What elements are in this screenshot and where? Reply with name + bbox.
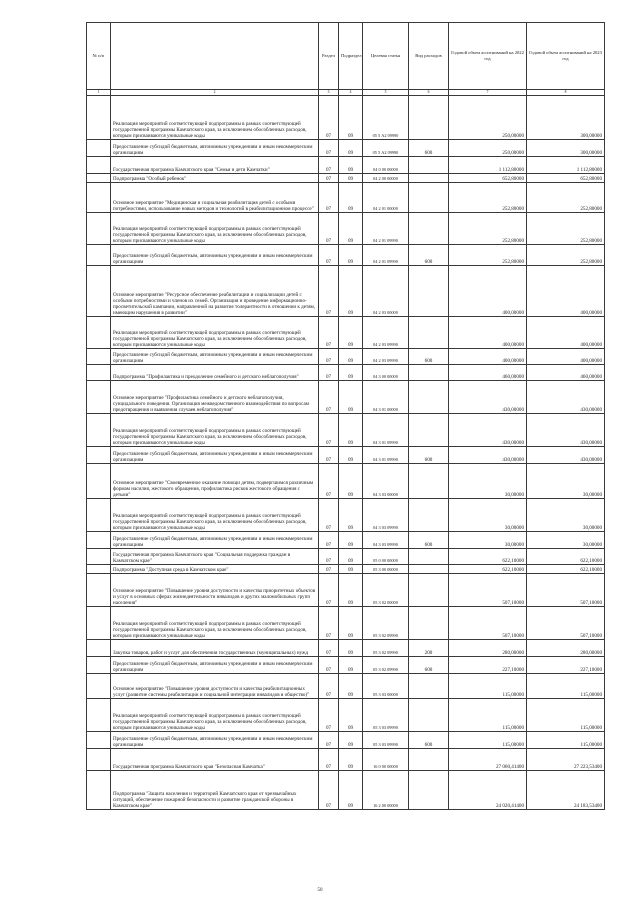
row-expense-type-cell <box>409 414 449 447</box>
row-podrazdel-cell: 09 <box>339 381 363 414</box>
row-podrazdel-cell: 09 <box>339 640 363 657</box>
table-row <box>87 574 605 607</box>
row-number-cell <box>87 414 111 447</box>
row-expense-type-cell <box>409 365 449 381</box>
row-expense-type-cell <box>409 549 449 565</box>
row-amount-2022-cell: 430,00000 <box>449 381 527 414</box>
row-target-article-cell: 04 0 00 00000 <box>363 157 409 174</box>
row-number-cell <box>87 749 111 771</box>
row-amount-2023-cell: 115,00000 <box>527 732 605 749</box>
row-expense-type-cell: 600 <box>409 732 449 749</box>
row-expense-type-cell: 600 <box>409 447 449 464</box>
row-target-article-cell: 05 5 А2 09990 <box>363 96 409 140</box>
row-expense-type-cell <box>409 213 449 245</box>
row-target-article-cell: 04 2 00 00000 <box>363 174 409 183</box>
row-razdel-cell: 07 <box>319 771 339 810</box>
row-amount-2023-cell: 27 223,53400 <box>527 749 605 771</box>
row-razdel-cell: 07 <box>319 549 339 565</box>
table-row <box>87 447 605 464</box>
row-amount-2023-cell: 252,80000 <box>527 213 605 245</box>
row-target-article-cell: 04 2 01 09990 <box>363 245 409 266</box>
row-target-article-cell: 04 2 01 00000 <box>363 183 409 213</box>
row-amount-2022-cell: 430,00000 <box>449 414 527 447</box>
row-amount-2022-cell: 250,00000 <box>449 96 527 140</box>
row-number-cell <box>87 183 111 213</box>
table-row <box>87 266 605 317</box>
row-name-cell: Основное мероприятие "Своевременное оказание помощи детям, подвергшимся различным формам насилия, жестокого обращения, профилактика рисков жестокого обращения с детьми" <box>111 464 319 499</box>
row-expense-type-cell <box>409 266 449 317</box>
header-razdel: Раздел <box>319 23 339 90</box>
row-razdel-cell: 07 <box>319 381 339 414</box>
row-number-cell <box>87 674 111 699</box>
row-expense-type-cell <box>409 607 449 640</box>
row-amount-2022-cell: 460,00000 <box>449 365 527 381</box>
row-name-cell: Реализация мероприятий соответствующей подпрограммы в рамках соответствующей государственной программы Камчатского края, за исключением обособленных расходов, которым присваиваются уникальные коды <box>111 96 319 140</box>
row-razdel-cell: 07 <box>319 245 339 266</box>
row-razdel-cell: 07 <box>319 96 339 140</box>
row-number-cell <box>87 96 111 140</box>
row-number-cell <box>87 349 111 365</box>
header-amount-2023: Годовой объем ассигнований на 2023 год <box>527 23 605 90</box>
table-row <box>87 381 605 414</box>
row-podrazdel-cell: 09 <box>339 183 363 213</box>
row-amount-2023-cell: 30,00000 <box>527 532 605 549</box>
row-name-cell: Реализация мероприятий соответствующей подпрограммы в рамках соответствующей государственной программы Камчатского края, за исключением обособленных расходов, которым присваиваются уникальные коды <box>111 699 319 732</box>
row-number-cell <box>87 771 111 810</box>
row-number-cell <box>87 447 111 464</box>
row-podrazdel-cell: 09 <box>339 499 363 532</box>
row-amount-2022-cell: 400,00000 <box>449 349 527 365</box>
row-target-article-cell: 04 3 01 00000 <box>363 381 409 414</box>
row-amount-2023-cell: 507,10000 <box>527 607 605 640</box>
row-name-cell: Основное мероприятие "Повышение уровня доступности и качества реабилитационных услуг (развитие системы реабилитации и социальной интеграции инвалидов в общество)" <box>111 674 319 699</box>
header-amount-2022: Годовой объем ассигнований на 2022 год <box>449 23 527 90</box>
column-number: 3 <box>319 90 339 96</box>
row-name-cell: Подпрограмма "Доступная среда в Камчатском крае" <box>111 565 319 574</box>
row-amount-2023-cell: 24 183,53400 <box>527 771 605 810</box>
row-number-cell <box>87 245 111 266</box>
row-amount-2022-cell: 250,00000 <box>449 140 527 157</box>
row-podrazdel-cell: 09 <box>339 771 363 810</box>
row-expense-type-cell: 600 <box>409 245 449 266</box>
column-number: 6 <box>409 90 449 96</box>
row-podrazdel-cell: 09 <box>339 140 363 157</box>
row-podrazdel-cell: 09 <box>339 414 363 447</box>
table-row <box>87 414 605 447</box>
row-amount-2022-cell: 115,00000 <box>449 699 527 732</box>
row-target-article-cell: 04 2 03 09990 <box>363 317 409 349</box>
row-expense-type-cell <box>409 565 449 574</box>
table-row <box>87 96 605 140</box>
row-name-cell: Основное мероприятие "Медицинская и социальная реабилитация детей с особыми потребностями, использование новых методов и технологий в реабилитационном процессе" <box>111 183 319 213</box>
row-number-cell <box>87 157 111 174</box>
row-name-cell: Предоставление субсидий бюджетным, автономным учреждениям и иным некоммерческим организациям <box>111 140 319 157</box>
row-razdel-cell: 07 <box>319 183 339 213</box>
row-target-article-cell: 05 3 03 00000 <box>363 674 409 699</box>
row-expense-type-cell <box>409 157 449 174</box>
row-expense-type-cell <box>409 574 449 607</box>
row-expense-type-cell <box>409 174 449 183</box>
row-number-cell <box>87 381 111 414</box>
row-target-article-cell: 05 5 А2 09990 <box>363 140 409 157</box>
header-name <box>111 23 319 90</box>
table-row <box>87 213 605 245</box>
table-row <box>87 771 605 810</box>
table-row <box>87 674 605 699</box>
row-podrazdel-cell: 09 <box>339 464 363 499</box>
row-target-article-cell: 05 3 03 09990 <box>363 732 409 749</box>
table-body <box>87 96 605 810</box>
row-target-article-cell: 04 2 01 09990 <box>363 213 409 245</box>
row-expense-type-cell: 600 <box>409 349 449 365</box>
row-podrazdel-cell: 09 <box>339 532 363 549</box>
table-row <box>87 365 605 381</box>
row-expense-type-cell <box>409 674 449 699</box>
header-podrazdel: Подраздел <box>339 23 363 90</box>
row-razdel-cell: 07 <box>319 266 339 317</box>
row-amount-2023-cell: 300,00000 <box>527 96 605 140</box>
table-row <box>87 499 605 532</box>
row-amount-2022-cell: 227,10000 <box>449 657 527 674</box>
row-amount-2022-cell: 400,00000 <box>449 317 527 349</box>
row-amount-2023-cell: 30,00000 <box>527 499 605 532</box>
row-name-cell: Предоставление субсидий бюджетным, автономным учреждениям и иным некоммерческим организациям <box>111 349 319 365</box>
row-razdel-cell: 07 <box>319 499 339 532</box>
row-podrazdel-cell: 09 <box>339 317 363 349</box>
row-number-cell <box>87 574 111 607</box>
row-podrazdel-cell: 09 <box>339 657 363 674</box>
row-number-cell <box>87 607 111 640</box>
column-number: 7 <box>449 90 527 96</box>
row-name-cell: Предоставление субсидий бюджетным, автономным учреждениям и иным некоммерческим организациям <box>111 447 319 464</box>
table-row <box>87 532 605 549</box>
budget-table <box>86 22 605 810</box>
row-amount-2022-cell: 280,00000 <box>449 640 527 657</box>
column-number: 1 <box>87 90 111 96</box>
row-amount-2022-cell: 507,10000 <box>449 574 527 607</box>
row-target-article-cell: 04 3 03 00000 <box>363 464 409 499</box>
row-podrazdel-cell: 09 <box>339 157 363 174</box>
row-razdel-cell: 07 <box>319 607 339 640</box>
row-razdel-cell: 07 <box>319 674 339 699</box>
row-number-cell <box>87 657 111 674</box>
table-row <box>87 317 605 349</box>
row-number-cell <box>87 140 111 157</box>
table-row <box>87 607 605 640</box>
row-podrazdel-cell: 09 <box>339 674 363 699</box>
row-amount-2023-cell: 300,00000 <box>527 140 605 157</box>
row-number-cell <box>87 549 111 565</box>
row-name-cell: Основное мероприятие "Ресурсное обеспечение реабилитации и социализации детей с особыми потребностями и членов их семей. Организация и проведение информационно-просветительской кампании, направленной на развитие толерантности в отношении к детям, имеющим нарушения в развитии" <box>111 266 319 317</box>
table-header <box>87 23 605 90</box>
row-podrazdel-cell: 09 <box>339 365 363 381</box>
row-amount-2022-cell: 115,00000 <box>449 674 527 699</box>
row-podrazdel-cell: 09 <box>339 447 363 464</box>
row-name-cell: Государственная программа Камчатского края "Семья и дети Камчатки" <box>111 157 319 174</box>
row-amount-2022-cell: 115,00000 <box>449 732 527 749</box>
row-podrazdel-cell: 09 <box>339 174 363 183</box>
row-podrazdel-cell: 09 <box>339 732 363 749</box>
row-target-article-cell: 04 3 03 09990 <box>363 499 409 532</box>
row-amount-2022-cell: 652,80000 <box>449 174 527 183</box>
row-expense-type-cell: 600 <box>409 657 449 674</box>
row-name-cell: Предоставление субсидий бюджетным, автономным учреждениям и иным некоммерческим организациям <box>111 532 319 549</box>
row-razdel-cell: 07 <box>319 157 339 174</box>
row-razdel-cell: 07 <box>319 732 339 749</box>
table-row <box>87 640 605 657</box>
row-target-article-cell: 05 3 02 09990 <box>363 607 409 640</box>
row-razdel-cell: 07 <box>319 565 339 574</box>
row-number-cell <box>87 699 111 732</box>
row-podrazdel-cell: 09 <box>339 213 363 245</box>
table-row <box>87 657 605 674</box>
table-row <box>87 174 605 183</box>
row-razdel-cell: 07 <box>319 699 339 732</box>
header-target-article: Целевая статья <box>363 23 409 90</box>
row-target-article-cell: 16 0 00 00000 <box>363 749 409 771</box>
row-expense-type-cell <box>409 381 449 414</box>
column-number: 2 <box>111 90 319 96</box>
row-amount-2023-cell: 430,00000 <box>527 381 605 414</box>
row-amount-2023-cell: 622,10000 <box>527 549 605 565</box>
table-row <box>87 245 605 266</box>
row-razdel-cell: 07 <box>319 365 339 381</box>
row-podrazdel-cell: 09 <box>339 96 363 140</box>
row-amount-2022-cell: 252,80000 <box>449 213 527 245</box>
row-target-article-cell: 05 3 03 09990 <box>363 699 409 732</box>
row-expense-type-cell <box>409 699 449 732</box>
table-row <box>87 140 605 157</box>
row-name-cell: Предоставление субсидий бюджетным, автономным учреждениям и иным некоммерческим организациям <box>111 245 319 266</box>
row-amount-2023-cell: 622,10000 <box>527 565 605 574</box>
budget-table-sheet <box>86 22 604 810</box>
row-target-article-cell: 04 3 03 09990 <box>363 532 409 549</box>
row-name-cell: Предоставление субсидий бюджетным, автономным учреждениям и иным некоммерческим организациям <box>111 732 319 749</box>
row-amount-2023-cell: 252,80000 <box>527 245 605 266</box>
row-podrazdel-cell: 09 <box>339 699 363 732</box>
row-expense-type-cell: 200 <box>409 640 449 657</box>
table-row <box>87 565 605 574</box>
row-amount-2022-cell: 30,00000 <box>449 532 527 549</box>
row-razdel-cell: 07 <box>319 174 339 183</box>
row-target-article-cell: 05 3 02 09990 <box>363 640 409 657</box>
row-name-cell: Предоставление субсидий бюджетным, автономным учреждениям и иным некоммерческим организациям <box>111 657 319 674</box>
page-number: 50 <box>317 888 323 893</box>
row-name-cell: Подпрограмма "Особый ребенок" <box>111 174 319 183</box>
row-amount-2022-cell: 507,10000 <box>449 607 527 640</box>
column-number: 8 <box>527 90 605 96</box>
row-razdel-cell: 07 <box>319 532 339 549</box>
row-amount-2022-cell: 252,80000 <box>449 245 527 266</box>
row-razdel-cell: 07 <box>319 213 339 245</box>
row-amount-2023-cell: 400,00000 <box>527 266 605 317</box>
row-amount-2022-cell: 622,10000 <box>449 549 527 565</box>
row-amount-2022-cell: 622,10000 <box>449 565 527 574</box>
table-row <box>87 183 605 213</box>
row-razdel-cell: 07 <box>319 464 339 499</box>
table-row <box>87 464 605 499</box>
row-number-cell <box>87 640 111 657</box>
row-target-article-cell: 05 3 02 00000 <box>363 574 409 607</box>
row-name-cell: Реализация мероприятий соответствующей подпрограммы в рамках соответствующей государственной программы Камчатского края, за исключением обособленных расходов, которым присваиваются уникальные коды <box>111 499 319 532</box>
row-podrazdel-cell: 09 <box>339 574 363 607</box>
row-expense-type-cell <box>409 749 449 771</box>
header-row-number: № п/п <box>87 23 111 90</box>
row-name-cell: Реализация мероприятий соответствующей подпрограммы в рамках соответствующей государственной программы Камчатского края, за исключением обособленных расходов, которым присваиваются уникальные коды <box>111 317 319 349</box>
row-expense-type-cell <box>409 499 449 532</box>
row-amount-2022-cell: 30,00000 <box>449 464 527 499</box>
row-name-cell: Основное мероприятие "Повышение уровня доступности и качества приоритетных объектов и услуг в основных сферах жизнедеятельности инвалидов и других маломобильных групп населения" <box>111 574 319 607</box>
row-number-cell <box>87 266 111 317</box>
row-podrazdel-cell: 09 <box>339 349 363 365</box>
row-name-cell: Закупка товаров, работ и услуг для обеспечения государственных (муниципальных) нужд <box>111 640 319 657</box>
row-number-cell <box>87 213 111 245</box>
row-expense-type-cell: 600 <box>409 532 449 549</box>
row-expense-type-cell <box>409 96 449 140</box>
row-podrazdel-cell: 09 <box>339 607 363 640</box>
column-number: 4 <box>339 90 363 96</box>
row-amount-2023-cell: 400,00000 <box>527 349 605 365</box>
row-number-cell <box>87 532 111 549</box>
row-razdel-cell: 07 <box>319 749 339 771</box>
row-name-cell: Государственная программа Камчатского края "Социальная поддержка граждан в Камчатском крае" <box>111 549 319 565</box>
row-amount-2023-cell: 227,10000 <box>527 657 605 674</box>
table-row <box>87 699 605 732</box>
row-amount-2023-cell: 115,00000 <box>527 699 605 732</box>
row-amount-2022-cell: 24 020,41400 <box>449 771 527 810</box>
row-amount-2022-cell: 252,80000 <box>449 183 527 213</box>
row-amount-2023-cell: 430,00000 <box>527 447 605 464</box>
row-amount-2023-cell: 252,80000 <box>527 183 605 213</box>
table-row <box>87 732 605 749</box>
row-target-article-cell: 16 2 00 00000 <box>363 771 409 810</box>
row-number-cell <box>87 365 111 381</box>
row-podrazdel-cell: 09 <box>339 245 363 266</box>
row-amount-2023-cell: 400,00000 <box>527 317 605 349</box>
row-razdel-cell: 07 <box>319 140 339 157</box>
row-amount-2022-cell: 30,00000 <box>449 499 527 532</box>
row-number-cell <box>87 732 111 749</box>
row-expense-type-cell <box>409 317 449 349</box>
row-podrazdel-cell: 09 <box>339 549 363 565</box>
row-target-article-cell: 04 3 01 09990 <box>363 414 409 447</box>
row-expense-type-cell: 600 <box>409 140 449 157</box>
row-target-article-cell: 05 3 00 00000 <box>363 565 409 574</box>
row-name-cell: Реализация мероприятий соответствующей подпрограммы в рамках соответствующей государственной программы Камчатского края, за исключением обособленных расходов, которым присваиваются уникальные коды <box>111 607 319 640</box>
row-number-cell <box>87 174 111 183</box>
row-target-article-cell: 05 0 00 00000 <box>363 549 409 565</box>
row-target-article-cell: 05 3 02 09990 <box>363 657 409 674</box>
row-expense-type-cell <box>409 183 449 213</box>
row-amount-2022-cell: 27 060,41400 <box>449 749 527 771</box>
row-amount-2022-cell: 430,00000 <box>449 447 527 464</box>
row-number-cell <box>87 317 111 349</box>
row-target-article-cell: 04 3 00 00000 <box>363 365 409 381</box>
row-amount-2023-cell: 30,00000 <box>527 464 605 499</box>
row-number-cell <box>87 499 111 532</box>
row-target-article-cell: 04 3 01 09990 <box>363 447 409 464</box>
row-target-article-cell: 04 2 03 00000 <box>363 266 409 317</box>
table-row <box>87 349 605 365</box>
row-expense-type-cell <box>409 771 449 810</box>
row-target-article-cell: 04 2 03 09990 <box>363 349 409 365</box>
row-razdel-cell: 07 <box>319 447 339 464</box>
table-row <box>87 749 605 771</box>
row-amount-2023-cell: 507,10000 <box>527 574 605 607</box>
row-razdel-cell: 07 <box>319 574 339 607</box>
row-razdel-cell: 07 <box>319 640 339 657</box>
row-razdel-cell: 07 <box>319 349 339 365</box>
table-row <box>87 157 605 174</box>
row-podrazdel-cell: 09 <box>339 266 363 317</box>
row-number-cell <box>87 565 111 574</box>
row-amount-2022-cell: 1 112,80000 <box>449 157 527 174</box>
row-expense-type-cell <box>409 464 449 499</box>
row-name-cell: Реализация мероприятий соответствующей подпрограммы в рамках соответствующей государственной программы Камчатского края, за исключением обособленных расходов, которым присваиваются уникальные коды <box>111 213 319 245</box>
row-amount-2023-cell: 430,00000 <box>527 414 605 447</box>
row-amount-2023-cell: 280,00000 <box>527 640 605 657</box>
row-razdel-cell: 07 <box>319 414 339 447</box>
header-expense-type: Вид расходов <box>409 23 449 90</box>
row-amount-2022-cell: 400,00000 <box>449 266 527 317</box>
row-amount-2023-cell: 652,80000 <box>527 174 605 183</box>
row-amount-2023-cell: 115,00000 <box>527 674 605 699</box>
row-podrazdel-cell: 09 <box>339 565 363 574</box>
row-name-cell: Основное мероприятие "Профилактика семейного и детского неблагополучия, суицидального поведения. Организация межведомственного взаимодействия по вопросам предотвращения и выявления случаев неблагополучия" <box>111 381 319 414</box>
row-amount-2023-cell: 460,00000 <box>527 365 605 381</box>
row-amount-2023-cell: 1 112,80000 <box>527 157 605 174</box>
row-razdel-cell: 07 <box>319 657 339 674</box>
row-podrazdel-cell: 09 <box>339 749 363 771</box>
table-row <box>87 549 605 565</box>
row-name-cell: Подпрограмма "Профилактика и преодоление семейного и детского неблагополучия" <box>111 365 319 381</box>
row-name-cell: Реализация мероприятий соответствующей подпрограммы в рамках соответствующей государственной программы Камчатского края, за исключением обособленных расходов, которым присваиваются уникальные коды <box>111 414 319 447</box>
row-name-cell: Подпрограмма "Защита населения и территорий Камчатского края от чрезвычайных ситуаций, обеспечение пожарной безопасности и развитие гражданской обороны в Камчатском крае" <box>111 771 319 810</box>
row-number-cell <box>87 464 111 499</box>
row-name-cell: Государственная программа Камчатского края "Безопасная Камчатка" <box>111 749 319 771</box>
column-number: 5 <box>363 90 409 96</box>
row-razdel-cell: 07 <box>319 317 339 349</box>
